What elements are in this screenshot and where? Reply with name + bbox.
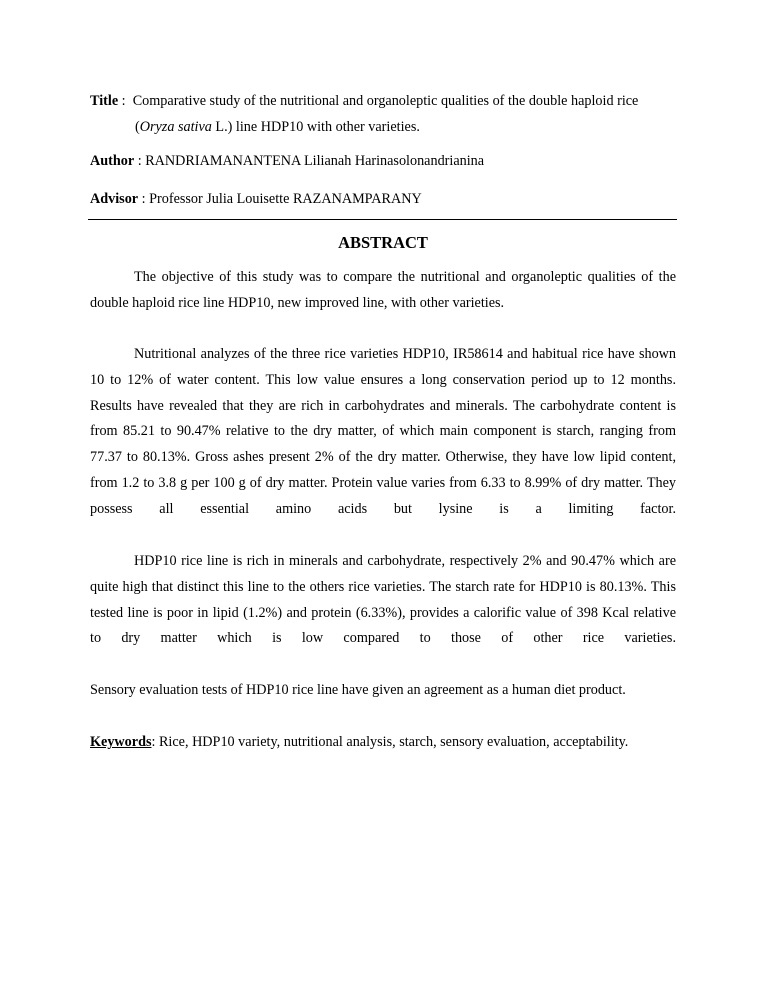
- advisor-line: [90, 188, 676, 210]
- title-text: Comparative study of the nutritional and organoleptic qualities of the double haploid rice: [132, 93, 639, 109]
- title-species: Oryza sativa: [139, 119, 212, 135]
- abstract-paragraph-sensory: Sensory evaluation tests of HDP10 rice line have given an agreement as a human diet product.: [90, 682, 626, 698]
- abstract-heading: ABSTRACT: [338, 233, 428, 252]
- advisor-label: Advisor: [90, 191, 139, 207]
- title-paren-open: (: [135, 119, 140, 135]
- title-line: [90, 88, 676, 114]
- author-value: : RANDRIAMANANTENA Lilianah Harinasolonandrianina: [134, 153, 485, 169]
- header-divider: [88, 219, 677, 220]
- abstract-paragraph-objective: The objective of this study was to compare the nutritional and organoleptic qualities of the double haploid rice line HDP10, new improved line, with other varieties.: [90, 269, 676, 311]
- title-continuation: [90, 114, 676, 140]
- author-label: Author: [90, 153, 135, 169]
- title-separator: :: [118, 93, 133, 109]
- abstract-paragraph-nutritional: Nutritional analyzes of the three rice varieties HDP10, IR58614 and habitual rice have shown 10 to 12% of water content. This low value ensures a long conservation period up to 12 months. Results have revealed that they are rich in carbohydrates and minerals. The carbohydrate content is from 85.21 to 90.47% relative to the dry matter, of which main component is starch, ranging from 77.37 to 80.13%. Gross ashes present 2% of the dry matter. Otherwise, they have low lipid content, from 1.2 to 3.8 g per 100 g of dry matter. Protein value varies from 6.33 to 8.99% of dry matter. They possess all essential amino acids but lysine is a limiting factor.: [90, 346, 676, 517]
- author-line: [90, 150, 676, 172]
- abstract-paragraph-hdp10: HDP10 rice line is rich in minerals and carbohydrate, respectively 2% and 90.47% which are quite high that distinct this line to the others rice varieties. The starch rate for HDP10 is 80.13%. This tested line is poor in lipid (1.2%) and protein (6.33%), provides a calorific value of 398 Kcal relative to dry matter which is low compared to those of other rice varieties.: [90, 553, 676, 647]
- header-block: [90, 88, 676, 210]
- keywords-value: : Rice, HDP10 variety, nutritional analysis, starch, sensory evaluation, acceptability.: [151, 734, 629, 750]
- keywords-line: [90, 730, 676, 756]
- advisor-value: : Professor Julia Louisette RAZANAMPARANY: [138, 191, 422, 207]
- title-label: Title: [90, 93, 119, 109]
- title-text-end: L.) line HDP10 with other varieties.: [211, 119, 420, 135]
- keywords-label: Keywords: [90, 734, 152, 750]
